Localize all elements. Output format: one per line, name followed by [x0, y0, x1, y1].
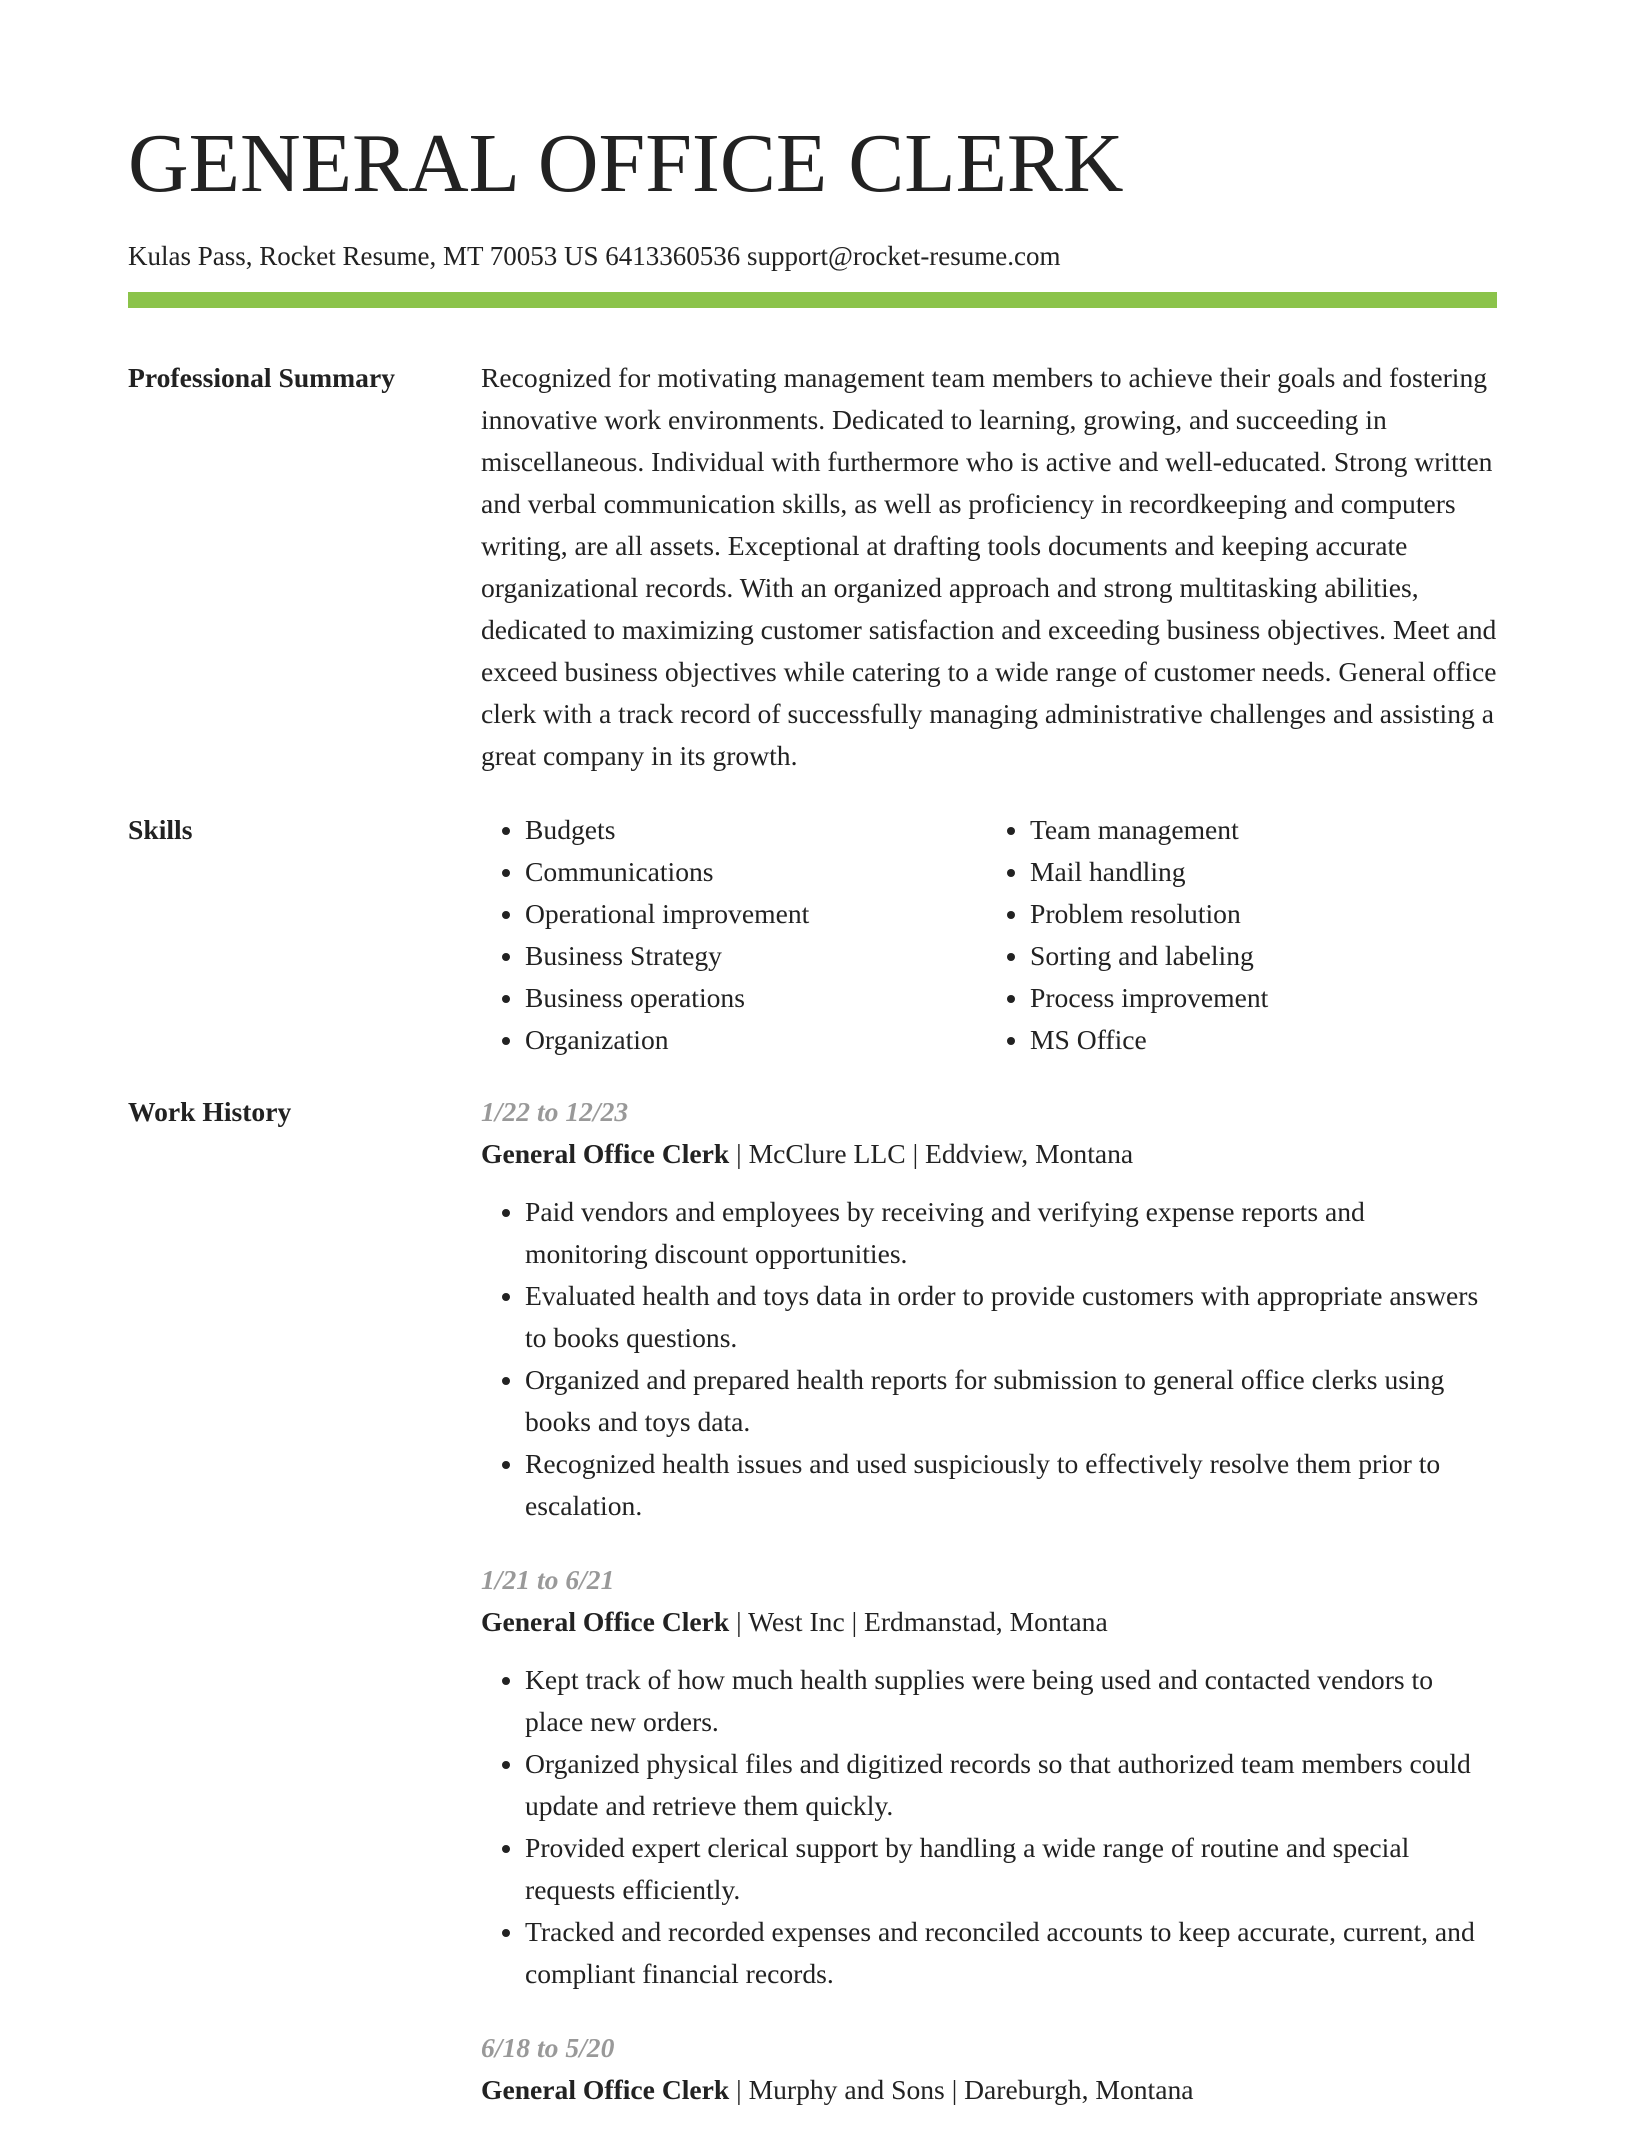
- job-responsibilities-list: [481, 1191, 1497, 1527]
- job-responsibility-item: • Kept track of how much health supplies were being used and contacted vendors to place new orders.: [525, 1659, 1497, 1743]
- job-responsibility-item: • Evaluated health and toys data in order to provide customers with appropriate answers to books questions.: [525, 1275, 1497, 1359]
- work-history-entry: [481, 2027, 1497, 2111]
- skills-section: [128, 809, 1497, 1061]
- skill-item: • Mail handling: [1030, 851, 1491, 893]
- skill-item: • Operational improvement: [525, 893, 986, 935]
- skills-grid: [481, 809, 1497, 1061]
- skill-item: • Process improvement: [1030, 977, 1491, 1019]
- job-responsibility-item: • Recognized health issues and used suspiciously to effectively resolve them prior to escalation.: [525, 1443, 1497, 1527]
- job-date: 6/18 to 5/20: [481, 2032, 615, 2064]
- resume-title: GENERAL OFFICE CLERK: [128, 117, 1124, 210]
- job-responsibility-item: • Organized and prepared health reports for submission to general office clerks using books and toys data.: [525, 1359, 1497, 1443]
- work-history-entry: [481, 1091, 1497, 1527]
- section-title-work-history: Work History: [128, 1096, 292, 1128]
- work-history-section: [128, 1091, 1497, 2143]
- job-company-location: | West Inc | Erdmanstad, Montana: [729, 1606, 1108, 1638]
- professional-summary-body: [481, 357, 1497, 777]
- job-date: 1/22 to 12/23: [481, 1096, 629, 1128]
- skills-column-left: [481, 809, 986, 1061]
- professional-summary-text: Recognized for motivating management team members to achieve their goals and fostering innovative work environments. Dedicated to learning, growing, and succeeding in miscellaneous. Individual with furthermore who is active and well-educated. Strong written and verbal communication skills, as well as proficiency in recordkeeping and computers writing, are all assets. Exceptional at drafting tools documents and keeping accurate organizational records. With an organized approach and strong multitasking abilities, dedicated to maximizing customer satisfaction and exceeding business objectives. Meet and exceed business objectives while catering to a wide range of customer needs. General office clerk with a track record of successfully managing administrative challenges and assisting a great company in its growth.: [481, 362, 1497, 772]
- job-responsibility-item: • Tracked and recorded expenses and reconciled accounts to keep accurate, current, and compliant financial records.: [525, 1911, 1497, 1995]
- job-responsibility-item: • Organized physical files and digitized records so that authorized team members could update and retrieve them quickly.: [525, 1743, 1497, 1827]
- section-title-skills: Skills: [128, 814, 193, 846]
- header-divider: [128, 292, 1497, 308]
- skill-item: • Communications: [525, 851, 986, 893]
- skill-item: • Business operations: [525, 977, 986, 1019]
- skill-item: • MS Office: [1030, 1019, 1491, 1061]
- job-heading: [481, 1601, 1497, 1643]
- skills-body: [481, 809, 1497, 1061]
- skill-item: • Problem resolution: [1030, 893, 1491, 935]
- job-title: General Office Clerk: [481, 1138, 730, 1170]
- skill-item: • Team management: [1030, 809, 1491, 851]
- job-date: 1/21 to 6/21: [481, 1564, 615, 1596]
- skills-column-right: [986, 809, 1491, 1061]
- job-title: General Office Clerk: [481, 2074, 730, 2106]
- resume-header: [128, 0, 1497, 308]
- professional-summary-section: [128, 357, 1497, 777]
- skill-item: • Organization: [525, 1019, 986, 1061]
- skill-item: • Sorting and labeling: [1030, 935, 1491, 977]
- job-responsibilities-list: [481, 1659, 1497, 1995]
- job-title: General Office Clerk: [481, 1606, 730, 1638]
- work-history-entry: [481, 1559, 1497, 1995]
- job-responsibility-item: • Provided expert clerical support by handling a wide range of routine and special requests efficiently.: [525, 1827, 1497, 1911]
- job-company-location: | McClure LLC | Eddview, Montana: [729, 1138, 1134, 1170]
- job-heading: [481, 2069, 1497, 2111]
- section-title-professional-summary: Professional Summary: [128, 362, 395, 394]
- skill-item: • Business Strategy: [525, 935, 986, 977]
- job-responsibility-item: • Paid vendors and employees by receiving and verifying expense reports and monitoring discount opportunities.: [525, 1191, 1497, 1275]
- skill-item: • Budgets: [525, 809, 986, 851]
- contact-line: Kulas Pass, Rocket Resume, MT 70053 US 6413360536 support@rocket-resume.com: [128, 241, 1061, 271]
- work-history-body: [481, 1091, 1497, 2143]
- job-company-location: | Murphy and Sons | Dareburgh, Montana: [729, 2074, 1194, 2106]
- job-heading: [481, 1133, 1497, 1175]
